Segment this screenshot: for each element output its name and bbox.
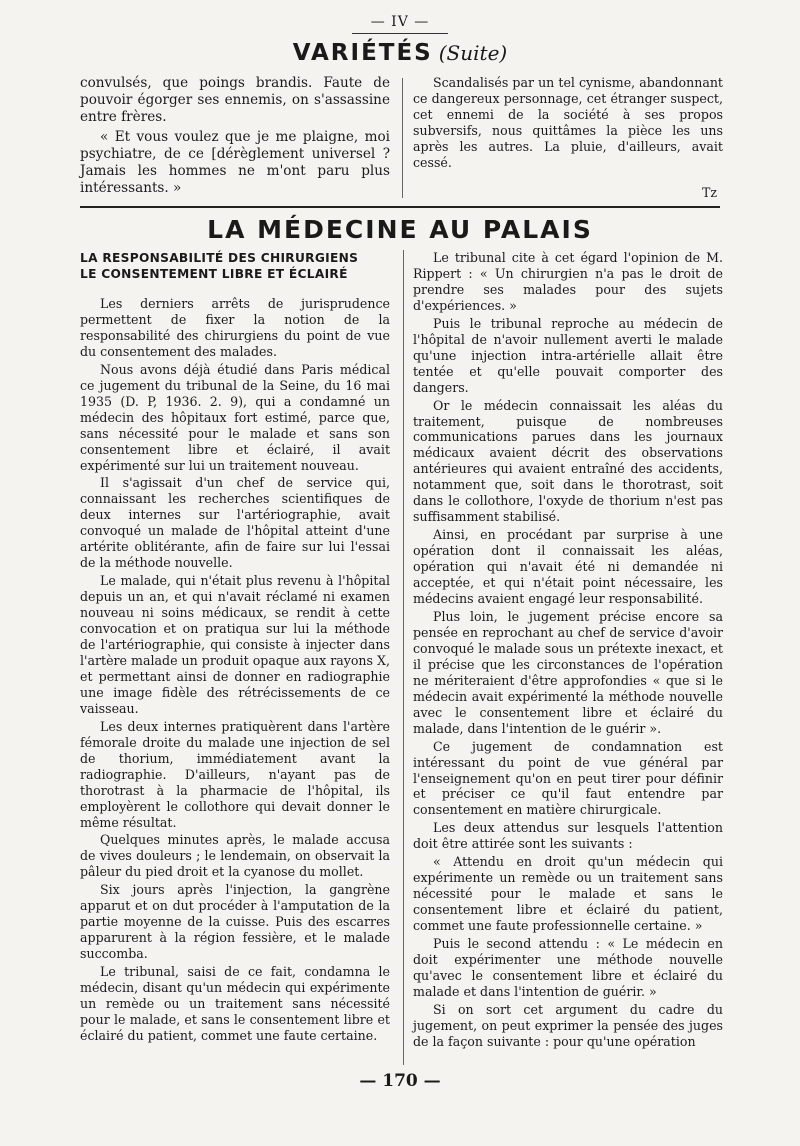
- article-left-column: [80, 250, 390, 1046]
- article-paragraph: Puis le second attendu : « Le médecin en doit expérimenter une méthode nouvelle qu'avec le consentement libre et éclairé du malade et dans l'intention de guérir. »: [413, 936, 723, 999]
- article-paragraph: Les derniers arrêts de jurisprudence permettent de fixer la notion de la responsabilité des chirurgiens du point de vue du consentement des malades.: [80, 296, 390, 359]
- article-right-column: [413, 250, 723, 1052]
- article-subtitle-line: LA RESPONSABILITÉ DES CHIRURGIENS: [80, 251, 359, 265]
- article-paragraph: « Attendu en droit qu'un médecin qui expérimente un remède ou un traitement sans nécessité pour le malade et sans le consentement libre et éclairé du patient, commet une faute professionnelle certaine. »: [413, 854, 723, 934]
- signature: Tz: [701, 184, 717, 200]
- article-paragraph: Il s'agissait d'un chef de service qui, connaissant les recherches scientifiques de deux internes sur l'artériographie, avait convoqué un malade de l'hôpital atteint d'une artérite oblitérante, afin de faire sur lui l'essai de la méthode nouvelle.: [80, 475, 390, 571]
- article-paragraph: Ainsi, en procédant par surprise à une opération dont il connaissait les aléas, opération qui n'avait été ni demandée ni acceptée, et qui n'était point nécessaire, les médecins avaient engagé leur responsabilité.: [413, 527, 723, 607]
- article-paragraph: Quelques minutes après, le malade accusa de vives douleurs ; le lendemain, on observait la pâleur du pied droit et la cyanose du mollet.: [80, 832, 390, 880]
- article-paragraph: Le tribunal, saisi de ce fait, condamna le médecin, disant qu'un médecin qui expérimente un remède ou un traitement sans nécessité pour le malade, et sans le consentement libre et éclairé du patient, commet une faute certaine.: [80, 964, 390, 1043]
- article-paragraph: Le tribunal cite à cet égard l'opinion de M. Rippert : « Un chirurgien n'a pas le droit de prendre ses malades pour des sujets d'expériences. »: [413, 250, 723, 313]
- article-title: LA MÉDECINE AU PALAIS: [207, 215, 593, 244]
- column-divider: [403, 250, 404, 1065]
- article-paragraph: Si on sort cet argument du cadre du jugement, on peut exprimer la pensée des juges de la façon suivante : pour qu'une opération: [413, 1001, 723, 1049]
- article-paragraph: Puis le tribunal reproche au médecin de l'hôpital de n'avoir nullement averti le malade qu'une injection intra-artérielle allait être tentée et qu'elle pouvait comporter des dangers.: [413, 315, 723, 395]
- varietes-paragraph: convulsés, que poings brandis. Faute de pouvoir égorger ses ennemis, on s'assassine entre frères.: [80, 75, 390, 126]
- section-title: VARIÉTÉS: [292, 40, 433, 66]
- section-header: [0, 40, 800, 66]
- article-paragraph: Nous avons déjà étudié dans Paris médical ce jugement du tribunal de la Seine, du 16 mai 1935 (D. P, 1936. 2. 9), qui a condamné un médecin des hôpitaux fort estimé, parce que, sans nécessité pour le malade et sans son consentement libre et éclairé, il avait expérimenté sur lui un traitement nouveau.: [80, 361, 390, 473]
- article-paragraph: Le malade, qui n'était plus revenu à l'hôpital depuis un an, et qui n'avait réclamé ni examen nouveau ni soins médicaux, se rendit à cette convocation et on pratiqua sur lui la méthode de l'artériographie, qui consiste à injecter dans l'artère malade un produit opaque aux rayons X, et permettant ainsi de donner en radiographie une image fidèle des rétrécissements de ce vaisseau.: [80, 573, 390, 716]
- article-subtitle: [80, 250, 390, 282]
- folio-rule: [352, 33, 448, 34]
- column-divider: [402, 78, 403, 198]
- article-subtitle-line: LE CONSENTEMENT LIBRE ET ÉCLAIRÉ: [80, 267, 348, 281]
- article-paragraph: Plus loin, le jugement précise encore sa pensée en reprochant au chef de service d'avoir convoqué le malade sous un prétexte inexact, et il précise que les circonstances de l'opération ne mériteraient d'être approfondies « que si le médecin avait expérimenté la méthode nouvelle avec le consentement libre et éclairé du malade, dans l'intention de le guérir ».: [413, 608, 723, 736]
- section-rule: [80, 206, 720, 208]
- article-paragraph: Les deux internes pratiquèrent dans l'artère fémorale droite du malade une injection de sel de thorium, immédiatement avant la radiographie. D'ailleurs, n'ayant pas de thorotrast à la pharmacie de l'hôpital, ils employèrent le collothore qui devait donner le même résultat.: [80, 718, 390, 830]
- section-suffix: (Suite): [438, 41, 508, 65]
- varietes-right-column: [413, 75, 723, 203]
- article-paragraph: Ce jugement de condamnation est intéressant du point de vue général par l'enseignement qu'on en peut tirer pour définir et préciser ce qu'il faut entendre par consentement en matière chirurgicale.: [413, 738, 723, 818]
- folio: — IV —: [370, 14, 430, 30]
- varietes-left-column: [80, 75, 390, 199]
- article-paragraph: Les deux attendus sur lesquels l'attention doit être attirée sont les suivants :: [413, 820, 723, 852]
- varietes-paragraph: Scandalisés par un tel cynisme, abandonnant ce dangereux personnage, cet étranger suspect, cet ennemi de la société à ses propos subversifs, nous quittâmes la pièce les uns après les autres. La pluie, d'ailleurs, avait cessé.: [413, 75, 723, 170]
- page-number: — 170 —: [359, 1071, 441, 1091]
- article-paragraph: Or le médecin connaissait les aléas du traitement, puisque de nombreuses communications parues dans les journaux médicaux avaient décrit des observations antérieures qui avaient entraîné des accidents, notamment que, soit dans le thorotrast, soit dans le collothore, l'oxyde de thorium n'est pas suffisamment stabilisé.: [413, 397, 723, 525]
- article-paragraph: Six jours après l'injection, la gangrène apparut et on dut procéder à l'amputation de la partie moyenne de la cuisse. Puis des escarres apparurent à la région fessière, et le malade succomba.: [80, 882, 390, 962]
- varietes-paragraph: « Et vous voulez que je me plaigne, moi psychiatre, de ce [dérèglement universel ? Jamais les hommes ne m'ont paru plus intéressants. »: [80, 128, 390, 197]
